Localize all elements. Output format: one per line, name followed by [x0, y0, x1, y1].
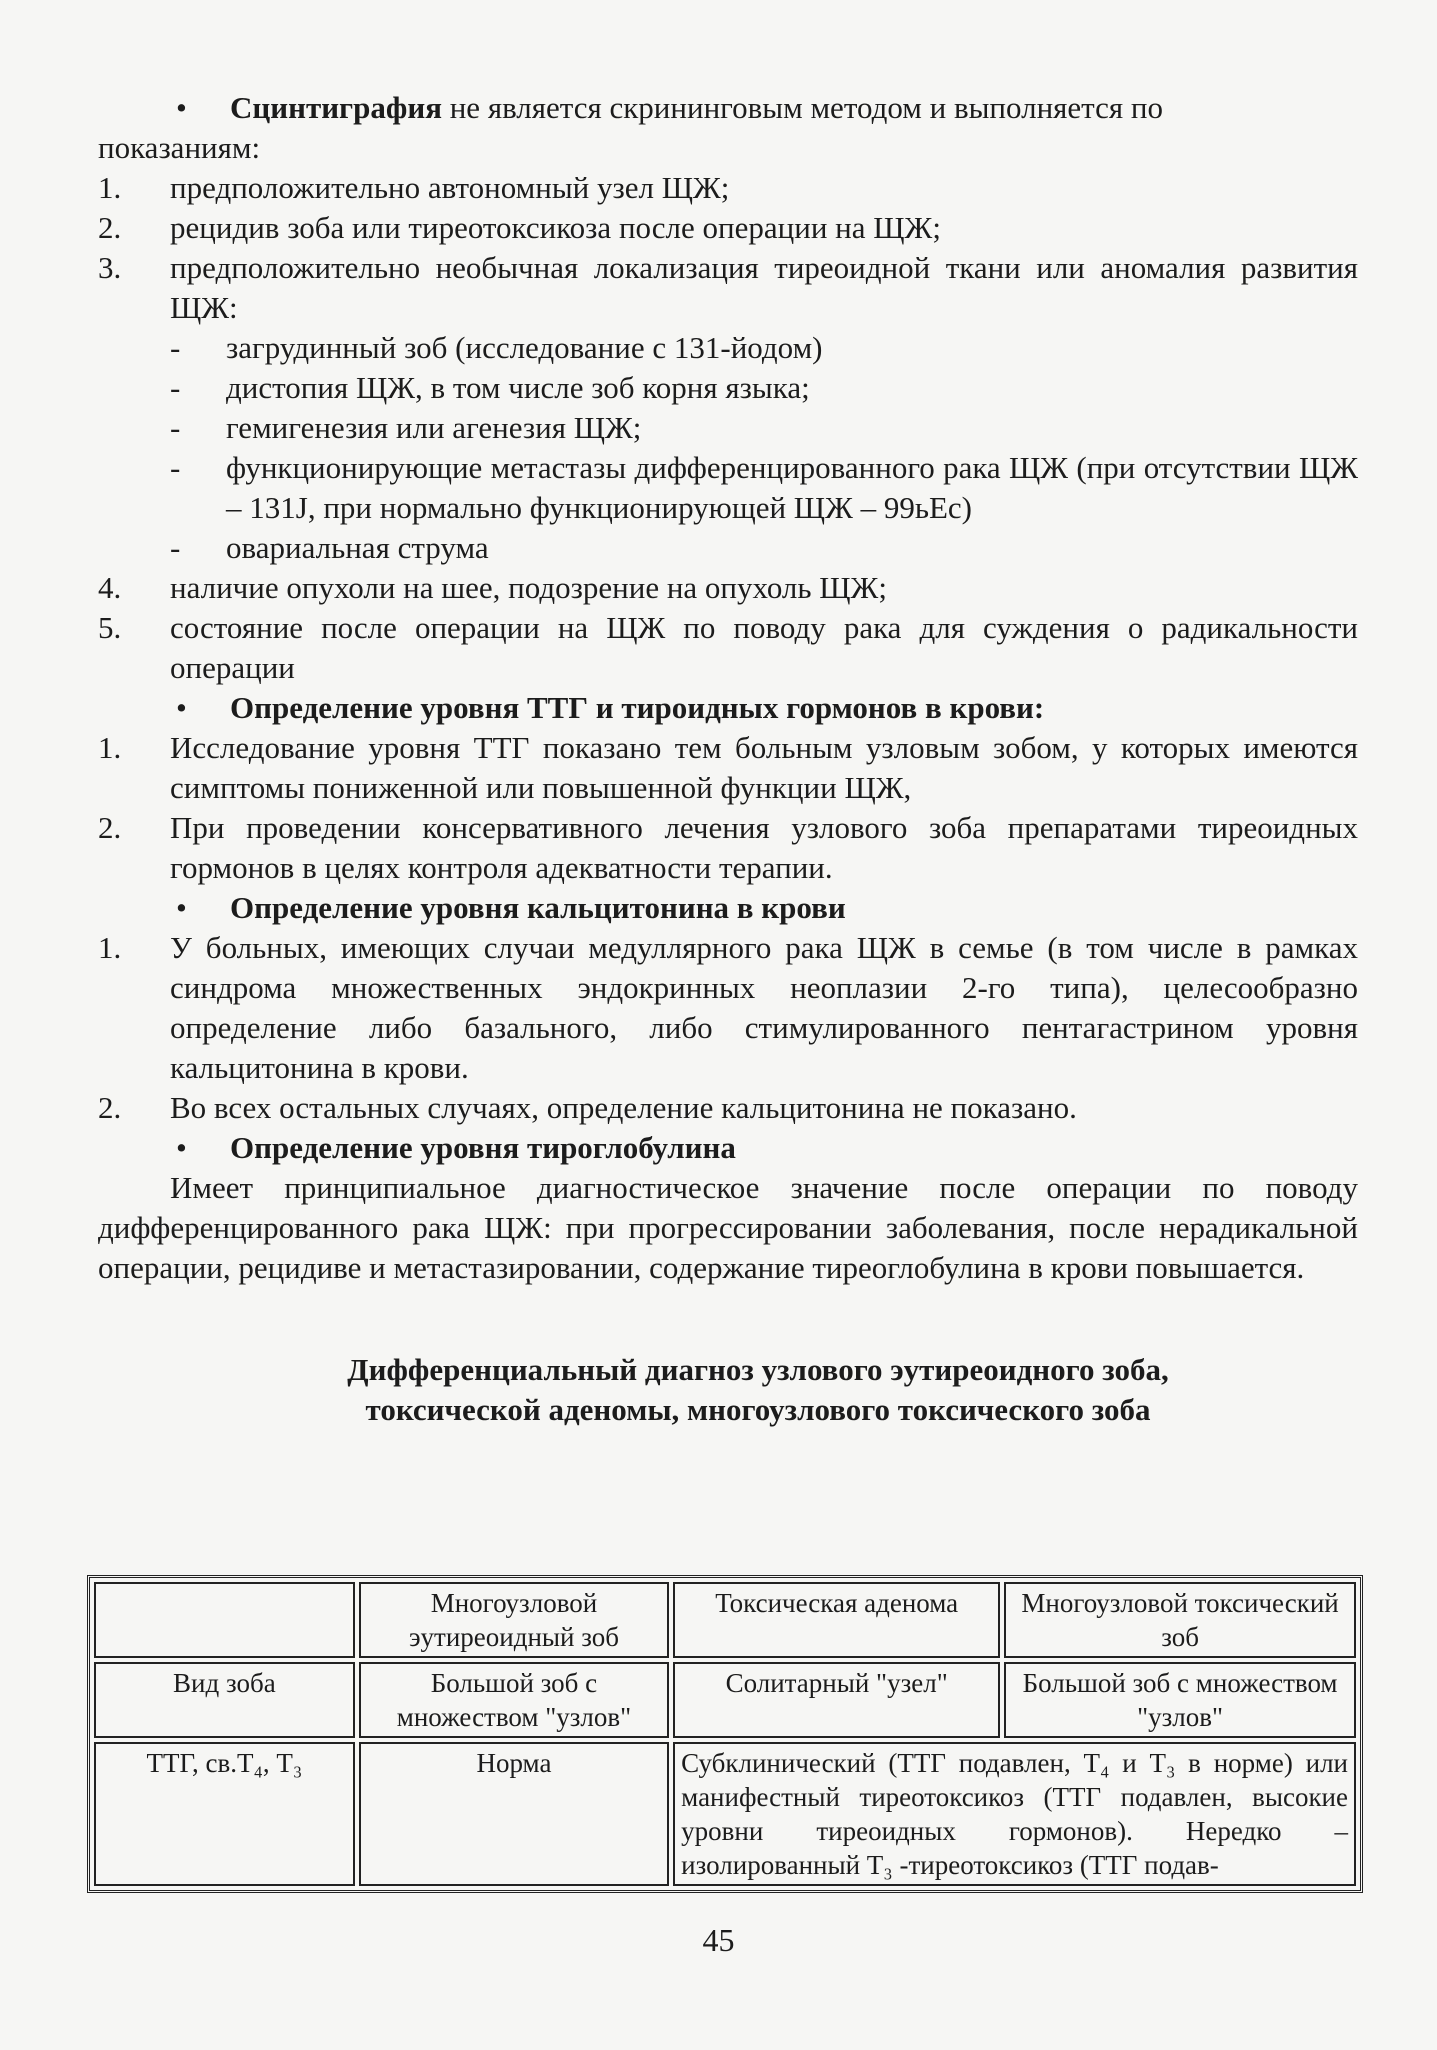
list-item: 2. рецидив зоба или тиреотоксикоза после операции на ЩЖ;: [98, 210, 941, 245]
table-header-cell: [94, 1582, 355, 1658]
list-item: 2. При проведении консервативного лечения узлового зоба препаратами тиреоидных гормонов в целях контроля адекватности терапии.: [98, 810, 1358, 885]
section-heading: [98, 1350, 1358, 1430]
table-row-label: Вид зоба: [94, 1662, 355, 1738]
scintigraphy-title: Сцинтиграфия: [230, 90, 442, 125]
bullet-icon: •: [176, 90, 187, 125]
table-cell: Норма: [359, 1742, 669, 1886]
table-cell: Большой зоб с множеством "узлов": [1004, 1662, 1356, 1738]
section-heading-line1: Дифференциальный диагноз узлового эутиреоидного зоба,: [347, 1352, 1169, 1387]
table-header-row: [94, 1582, 1356, 1658]
sub-list-item: - дистопия ЩЖ, в том числе зоб корня языка;: [170, 370, 810, 405]
thyroglobulin-heading: [98, 1128, 1358, 1168]
list-item: 5. состояние после операции на ЩЖ по поводу рака для суждения о радикальности операции: [98, 610, 1358, 685]
bullet-icon: •: [176, 890, 187, 925]
table-header-cell: Многоузловой токсический зоб: [1004, 1582, 1356, 1658]
list-item: 2. Во всех остальных случаях, определение кальцитонина не показано.: [98, 1090, 1077, 1125]
table-header-cell: Многоузловой эутиреоидный зоб: [359, 1582, 669, 1658]
differential-diagnosis-table: [87, 1575, 1363, 1893]
sub-list-item: - загрудинный зоб (исследование с 131-йодом): [170, 330, 823, 365]
sub-list-item: - гемигенезия или агенезия ЩЖ;: [170, 410, 642, 445]
scintigraphy-intro: не является скрининговым методом и выполняется по: [441, 90, 1163, 125]
calcitonin-heading: [98, 888, 1358, 928]
list-item: 4. наличие опухоли на шее, подозрение на опухоль ЩЖ;: [98, 570, 887, 605]
list-item: 1. У больных, имеющих случаи медуллярного рака ЩЖ в семье (в том числе в рамках синдрома множественных эндокринных неоплазии 2-го типа), целесообразно определение либо базального, либо стимулированного пентагастрином уровня кальцитонина в крови.: [98, 930, 1358, 1085]
sub-list-item: - функционирующие метастазы дифференцированного рака ЩЖ (при отсутствии ЩЖ – 131J, при нормально функционирующей ЩЖ – 99ьЕс): [170, 450, 1358, 525]
thyroglobulin-title: Определение уровня тироглобулина: [230, 1130, 736, 1165]
table-row-label: ТТГ, св.Т₄, Т₃: [94, 1742, 355, 1886]
bullet-icon: •: [176, 1130, 187, 1165]
calcitonin-title: Определение уровня кальцитонина в крови: [230, 890, 846, 925]
table-row: [94, 1742, 1356, 1886]
bullet-icon: •: [176, 690, 187, 725]
scintigraphy-heading: [98, 88, 1358, 128]
scintigraphy-intro-cont: показаниям:: [98, 130, 261, 165]
table-header-cell: Токсическая аденома: [673, 1582, 1000, 1658]
table-row: [94, 1662, 1356, 1738]
page-number: 45: [702, 1922, 735, 1958]
table-cell-merged: Субклинический (ТТГ подавлен, Т₄ и Т₃ в норме) или манифестный тиреотоксикоз (ТТГ подавлен, высокие уровни тиреоидных гормонов). Нередко – изолированный Т₃ -тиреотоксикоз (ТТГ подав-: [673, 1742, 1356, 1886]
sub-list-item: - овариальная струма: [170, 530, 489, 565]
ttg-heading: [98, 688, 1358, 728]
list-item: 1. предположительно автономный узел ЩЖ;: [98, 170, 730, 205]
thyroglobulin-paragraph: Имеет принципиальное диагностическое значение после операции по поводу дифференцированного рака ЩЖ: при прогрессировании заболевания, после нерадикальной операции, рецидиве и метастазировании, содержание тиреоглобулина в крови повышается.: [98, 1170, 1358, 1285]
ttg-title: Определение уровня ТТГ и тироидных гормонов в крови:: [230, 690, 1045, 725]
main-text: [98, 88, 1358, 1430]
list-item: 3. предположительно необычная локализация тиреоидной ткани или аномалия развития ЩЖ:: [98, 250, 1358, 325]
section-heading-line2: токсической аденомы, многоузлового токсического зоба: [365, 1392, 1151, 1427]
list-item: 1. Исследование уровня ТТГ показано тем больным узловым зобом, у которых имеются симптомы пониженной или повышенной функции ЩЖ,: [98, 730, 1358, 805]
table-cell: Солитарный "узел": [673, 1662, 1000, 1738]
table-cell: Большой зоб с множеством "узлов": [359, 1662, 669, 1738]
